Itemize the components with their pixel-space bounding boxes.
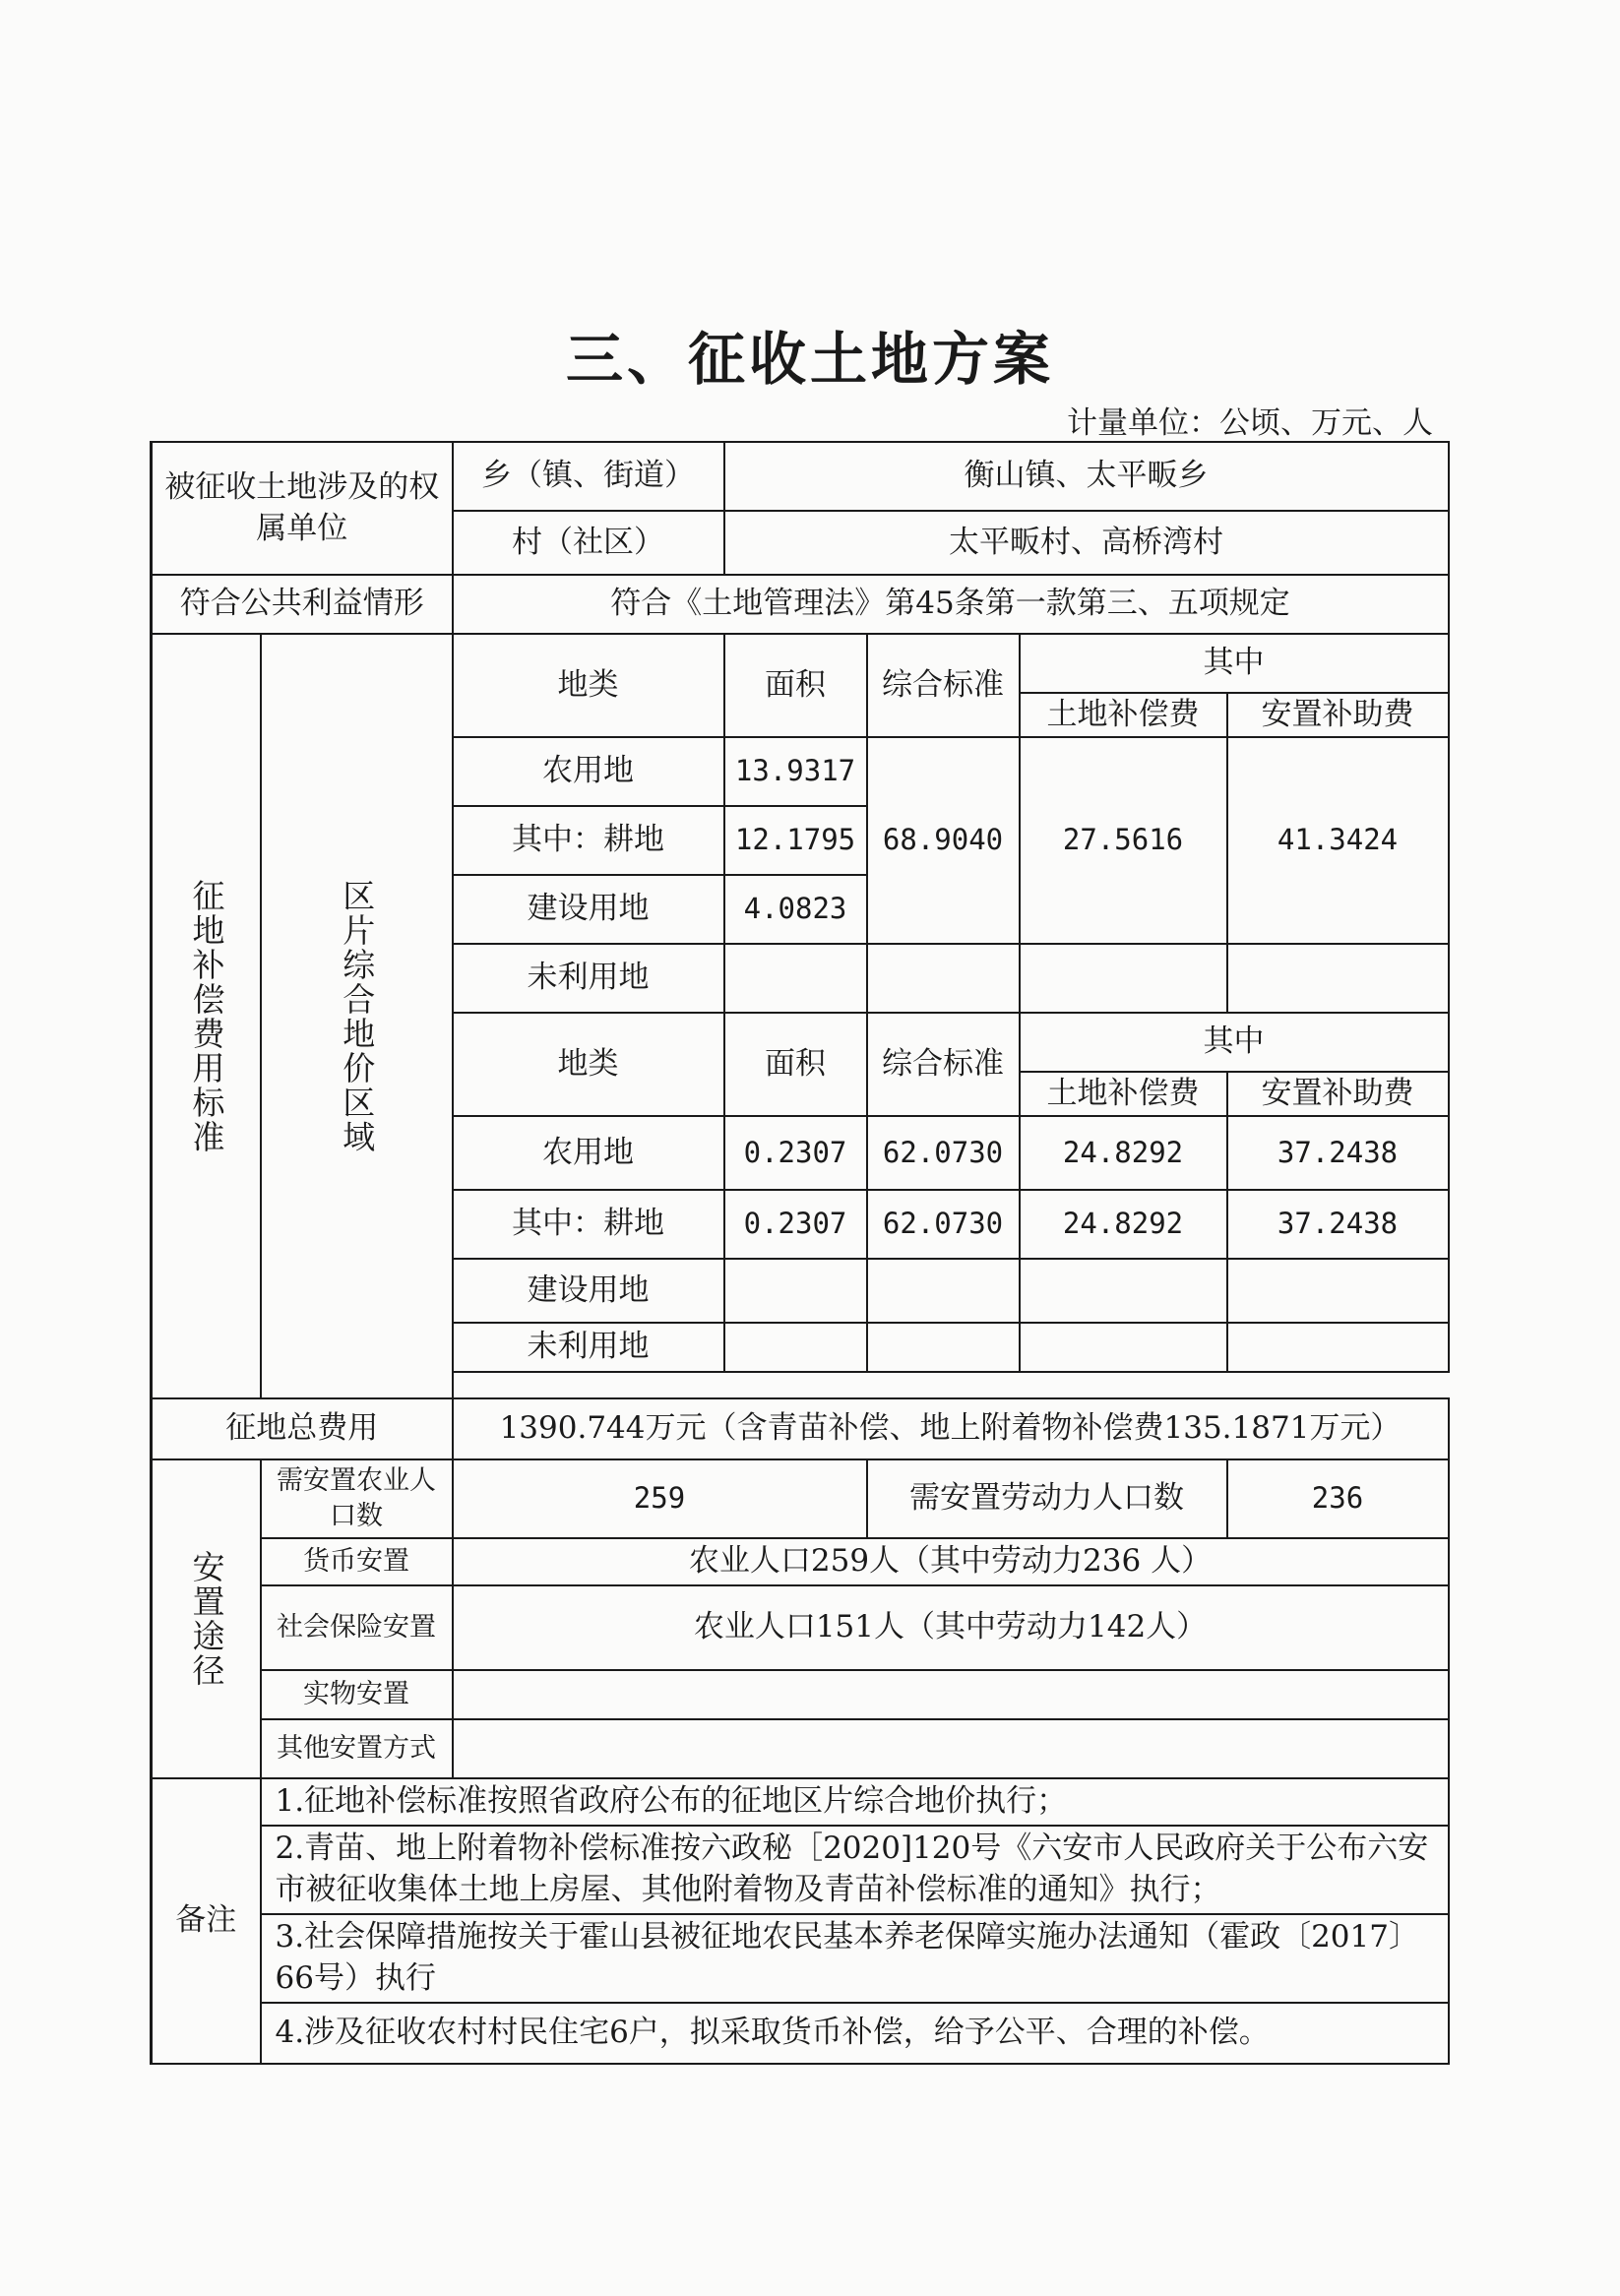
physical-label: 实物安置	[261, 1670, 453, 1719]
b1-unused-resettle-fee	[1227, 944, 1449, 1013]
other-label: 其他安置方式	[261, 1719, 453, 1778]
header2-land-fee: 土地补偿费	[1020, 1072, 1227, 1116]
b2-agri-resettle-fee: 37.2438	[1227, 1116, 1449, 1190]
b1-unused-area	[724, 944, 867, 1013]
b1-agri-label: 农用地	[453, 737, 724, 806]
resettlement-label: 安置途径	[152, 1459, 261, 1778]
b1-resettle-fee: 41.3424	[1227, 737, 1449, 944]
compensation-inner-label: 区片综合地价区域	[261, 634, 453, 1398]
total-cost-label: 征地总费用	[152, 1398, 453, 1459]
b1-arable-label: 其中：耕地	[453, 806, 724, 875]
b2-build-land-fee	[1020, 1259, 1227, 1323]
public-interest-label: 符合公共利益情形	[152, 575, 453, 634]
b1-standard: 68.9040	[867, 737, 1020, 944]
b1-unused-label: 未利用地	[453, 944, 724, 1013]
header2-resettle-fee: 安置补助费	[1227, 1072, 1449, 1116]
b1-agri-area: 13.9317	[724, 737, 867, 806]
b2-agri-standard: 62.0730	[867, 1116, 1020, 1190]
b2-unused-area	[724, 1323, 867, 1372]
agri-pop-value: 259	[453, 1459, 867, 1538]
remark-item-1: 1.征地补偿标准按照省政府公布的征地区片综合地价执行；	[261, 1778, 1449, 1826]
b2-unused-standard	[867, 1323, 1020, 1372]
b2-agri-land-fee: 24.8292	[1020, 1116, 1227, 1190]
page-title: 三、征收土地方案	[565, 326, 1054, 393]
b2-build-label: 建设用地	[453, 1259, 724, 1323]
b1-build-label: 建设用地	[453, 875, 724, 944]
b1-land-fee: 27.5616	[1020, 737, 1227, 944]
b2-unused-resettle-fee	[1227, 1323, 1449, 1372]
public-interest-value: 符合《土地管理法》第45条第一款第三、五项规定	[453, 575, 1449, 634]
ownership-label: 被征收土地涉及的权属单位	[152, 442, 453, 575]
b2-arable-resettle-fee: 37.2438	[1227, 1190, 1449, 1259]
b2-build-resettle-fee	[1227, 1259, 1449, 1323]
labor-value: 236	[1227, 1459, 1449, 1538]
b2-arable-area: 0.2307	[724, 1190, 867, 1259]
remark-item-4: 4.涉及征收农村村民住宅6户，拟采取货币补偿，给予公平、合理的补偿。	[261, 2003, 1449, 2064]
b2-arable-standard: 62.0730	[867, 1190, 1020, 1259]
social-value: 农业人口151人（其中劳动力142人）	[453, 1585, 1449, 1670]
village-value: 太平畈村、高桥湾村	[724, 511, 1449, 575]
header2-area: 面积	[724, 1013, 867, 1116]
other-value	[453, 1719, 1449, 1778]
monetary-value: 农业人口259人（其中劳动力236 人）	[453, 1538, 1449, 1585]
remark-item-2: 2.青苗、地上附着物补偿标准按六政秘［2020]120号《六安市人民政府关于公布六安市被征收集体土地上房屋、其他附着物及青苗补偿标准的通知》执行；	[261, 1826, 1449, 1914]
b2-build-area	[724, 1259, 867, 1323]
village-label: 村（社区）	[453, 511, 724, 575]
b1-unused-standard	[867, 944, 1020, 1013]
social-label: 社会保险安置	[261, 1585, 453, 1670]
physical-value	[453, 1670, 1449, 1719]
b2-unused-land-fee	[1020, 1323, 1227, 1372]
header-among: 其中	[1020, 634, 1449, 693]
b1-unused-land-fee	[1020, 944, 1227, 1013]
header-land-fee: 土地补偿费	[1020, 693, 1227, 737]
header-area: 面积	[724, 634, 867, 737]
header2-standard: 综合标准	[867, 1013, 1020, 1116]
header2-among: 其中	[1020, 1013, 1449, 1072]
township-value: 衡山镇、太平畈乡	[724, 442, 1449, 511]
header2-land-type: 地类	[453, 1013, 724, 1116]
b1-build-area: 4.0823	[724, 875, 867, 944]
remark-item-3: 3.社会保障措施按关于霍山县被征地农民基本养老保障实施办法通知（霍政〔2017〕66号）执行	[261, 1914, 1449, 2003]
header-resettle-fee: 安置补助费	[1227, 693, 1449, 737]
labor-label: 需安置劳动力人口数	[867, 1459, 1227, 1538]
agri-pop-label: 需安置农业人口数	[261, 1459, 453, 1538]
b2-agri-area: 0.2307	[724, 1116, 867, 1190]
unit-note: 计量单位：公顷、万元、人	[1067, 405, 1433, 441]
b2-agri-label: 农用地	[453, 1116, 724, 1190]
land-expropriation-table	[150, 441, 1450, 2065]
compensation-outer-label: 征地补偿费用标准	[152, 634, 261, 1398]
remarks-label: 备注	[152, 1778, 261, 2064]
township-label: 乡（镇、街道）	[453, 442, 724, 511]
b2-unused-label: 未利用地	[453, 1323, 724, 1372]
total-cost-value: 1390.744万元（含青苗补偿、地上附着物补偿费135.1871万元）	[453, 1398, 1449, 1459]
b2-arable-land-fee: 24.8292	[1020, 1190, 1227, 1259]
monetary-label: 货币安置	[261, 1538, 453, 1585]
header-standard: 综合标准	[867, 634, 1020, 737]
b2-arable-label: 其中：耕地	[453, 1190, 724, 1259]
b1-arable-area: 12.1795	[724, 806, 867, 875]
b2-build-standard	[867, 1259, 1020, 1323]
header-land-type: 地类	[453, 634, 724, 737]
